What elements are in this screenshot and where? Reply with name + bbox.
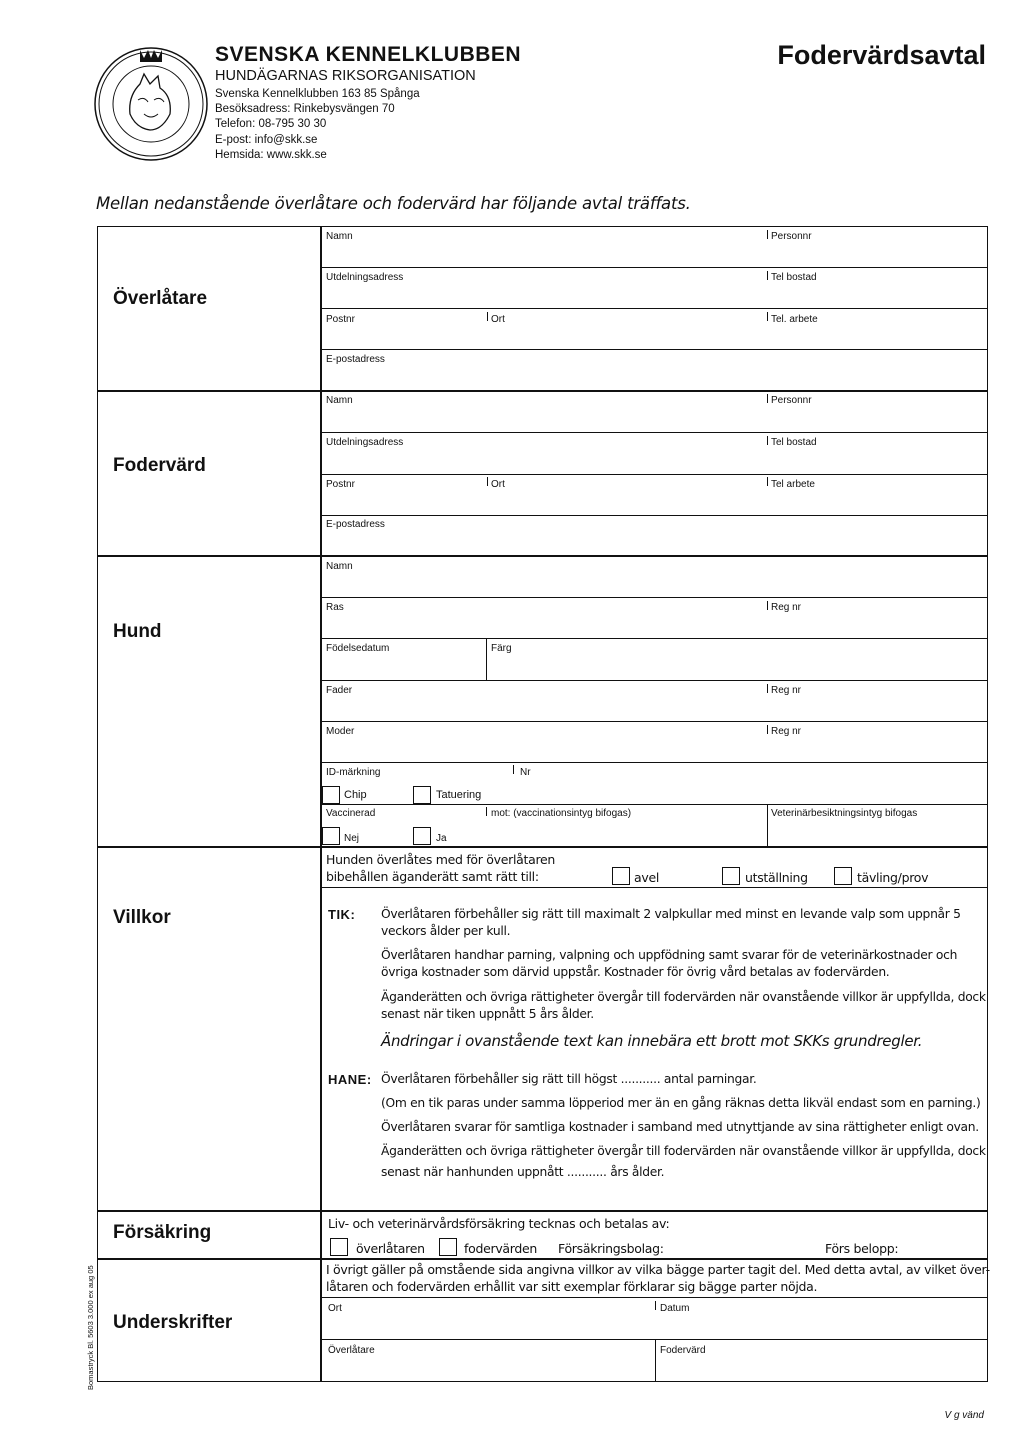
org-website: Hemsida: www.skk.se (215, 149, 327, 161)
tavling-checkbox[interactable] (834, 867, 852, 885)
row-line (320, 474, 988, 475)
villkor-intro-2: bibehållen äganderätt samt rätt till: (326, 869, 539, 884)
tik-clause-1b: veckors ålder per kull. (381, 924, 511, 938)
row-line (320, 597, 988, 598)
section-hund: Hund (113, 621, 162, 642)
vaccinerad-ja-checkbox[interactable] (413, 827, 431, 845)
row-line (320, 1339, 988, 1340)
org-email: E-post: info@skk.se (215, 134, 318, 146)
fodervard-tel-arbete-field[interactable]: Tel arbete (771, 479, 815, 490)
overlatare-epost-field[interactable]: E-postadress (326, 354, 385, 365)
tik-clause-2b: övriga kostnader som därvid uppstår. Kostnader för övrig vård betalas av fodervärden. (381, 965, 890, 979)
hane-clause-4a: Äganderätten och övriga rättigheter övergår till fodervärden när ovanstående villkor är uppfyllda, dock (381, 1144, 986, 1158)
org-subtitle: HUNDÄGARNAS RIKSORGANISATION (215, 68, 476, 84)
veterinarbesiktning-field[interactable]: Veterinärbesiktningsintyg bifogas (771, 808, 918, 819)
row-line (320, 762, 988, 763)
document-title: Fodervärdsavtal (777, 40, 986, 70)
section-villkor: Villkor (113, 907, 171, 928)
tik-clause-3b: senast när tiken uppnått 5 års ålder. (381, 1007, 594, 1021)
chip-label: Chip (344, 789, 367, 801)
row-line (320, 308, 988, 309)
section-divider (97, 555, 988, 557)
row-line (320, 804, 988, 805)
fodervard-ort-field[interactable]: Ort (491, 479, 505, 490)
hane-clause-1: Överlåtaren förbehåller sig rätt till högst ........... antal parningar. (381, 1072, 757, 1086)
section-fodervard: Fodervärd (113, 455, 206, 476)
vaccination-mot-field[interactable]: mot: (vaccinationsintyg bifogas) (491, 808, 632, 819)
overlatare-signature-field[interactable]: Överlåtare (328, 1345, 375, 1356)
tik-clause-1a: Överlåtaren förbehåller sig rätt till maximalt 2 valpkullar med minst en levande valp som uppnår 5 (381, 907, 961, 921)
underskrifter-text-2: låtaren och fodervärden erhållit var sitt exemplar förklarar sig bägge parter nöjda. (326, 1279, 818, 1294)
skk-logo (92, 44, 210, 162)
hund-moder-field[interactable]: Moder (326, 726, 355, 737)
avel-checkbox[interactable] (612, 867, 630, 885)
tatuering-checkbox[interactable] (413, 786, 431, 804)
org-name: SVENSKA KENNELKLUBBEN (215, 43, 522, 66)
hund-id-markning-label: ID-märkning (326, 767, 381, 778)
row-line (320, 721, 988, 722)
hane-clause-2: (Om en tik paras under samma löpperiod mer än en gång räknas detta likväl endast som en parning.) (381, 1096, 981, 1110)
tik-label: TIK: (328, 907, 356, 922)
hund-nr-field[interactable]: Nr (520, 767, 531, 778)
fodervard-personnr-field[interactable]: Personnr (771, 395, 812, 406)
section-divider (97, 1210, 988, 1212)
tik-clause-3a: Äganderätten och övriga rättigheter övergår till fodervärden när ovanstående villkor är uppfyllda, dock (381, 990, 986, 1004)
overlatare-namn-field[interactable]: Namn (326, 231, 353, 242)
fodervard-utdelningsadress-field[interactable]: Utdelningsadress (326, 437, 404, 448)
col-line (767, 804, 768, 846)
hund-ras-field[interactable]: Ras (326, 602, 344, 613)
overlatare-tel-arbete-field[interactable]: Tel. arbete (771, 314, 818, 325)
forsakring-text: Liv- och veterinärvårdsförsäkring tecknas och betalas av: (328, 1216, 670, 1231)
utstallning-checkbox[interactable] (722, 867, 740, 885)
forsakring-fodervarden-label: fodervärden (464, 1241, 538, 1256)
col-line (655, 1339, 656, 1382)
hund-fader-reg-nr-field[interactable]: Reg nr (771, 685, 802, 696)
vaccinerad-nej-label: Nej (344, 833, 360, 844)
org-visit-address: Besöksadress: Rinkebysvängen 70 (215, 103, 395, 115)
fodervard-namn-field[interactable]: Namn (326, 395, 353, 406)
hund-moder-reg-nr-field[interactable]: Reg nr (771, 726, 802, 737)
forsakringsbolag-field[interactable]: Försäkringsbolag: (558, 1241, 664, 1256)
underskrifter-text-1: I övrigt gäller på omstående sida angivna villkor av vilka bägge parter tagit del. Med detta avtal, av vilket över- (326, 1262, 990, 1277)
hane-clause-4b: senast när hanhunden uppnått ........... års ålder. (381, 1165, 665, 1179)
section-divider (97, 1258, 988, 1260)
fodervard-epost-field[interactable]: E-postadress (326, 519, 385, 530)
intro-text: Mellan nedanstående överlåtare och fodervärd har följande avtal träffats. (96, 194, 691, 213)
hund-farg-field[interactable]: Färg (491, 643, 512, 654)
row-line (320, 432, 988, 433)
row-line (320, 267, 988, 268)
row-line (320, 515, 988, 516)
row-line (320, 349, 988, 350)
section-overlatare: Överlåtare (113, 288, 208, 309)
avel-label: avel (634, 870, 660, 885)
row-line (320, 680, 988, 681)
datum-field[interactable]: Datum (660, 1303, 690, 1314)
col-line (486, 638, 487, 680)
utstallning-label: utställning (745, 870, 808, 885)
turn-over-note: V g vänd (944, 1410, 984, 1421)
org-phone: Telefon: 08-795 30 30 (215, 118, 327, 130)
tik-clause-2a: Överlåtaren handhar parning, valpning och uppfödning samt svarar för de veterinärkostnader och (381, 948, 958, 962)
row-line (320, 887, 988, 888)
print-note: Bomastryck Bl. 5603 3.000 ex aug 05 (86, 1265, 95, 1390)
vaccinerad-nej-checkbox[interactable] (322, 827, 340, 845)
row-line (320, 638, 988, 639)
overlatare-ort-field[interactable]: Ort (491, 314, 505, 325)
hund-namn-field[interactable]: Namn (326, 561, 353, 572)
overlatare-postnr-field[interactable]: Postnr (326, 314, 355, 325)
forsakring-overlataren-checkbox[interactable] (330, 1238, 348, 1256)
ort-field[interactable]: Ort (328, 1303, 342, 1314)
section-divider (97, 390, 988, 392)
hund-reg-nr-field[interactable]: Reg nr (771, 602, 802, 613)
fodervard-tel-bostad-field[interactable]: Tel bostad (771, 437, 817, 448)
tatuering-label: Tatuering (436, 789, 482, 801)
hane-clause-3: Överlåtaren svarar för samtliga kostnader i samband med utnyttjande av sina rättigheter enligt ovan. (381, 1120, 979, 1134)
vaccinerad-ja-label: Ja (436, 833, 447, 844)
chip-checkbox[interactable] (322, 786, 340, 804)
villkor-intro-1: Hunden överlåtes med för överlåtaren (326, 852, 556, 867)
fodervard-postnr-field[interactable]: Postnr (326, 479, 355, 490)
fors-belopp-field[interactable]: Förs belopp: (825, 1241, 899, 1256)
overlatare-personnr-field[interactable]: Personnr (771, 231, 812, 242)
section-forsakring: Försäkring (113, 1222, 212, 1243)
forsakring-fodervarden-checkbox[interactable] (439, 1238, 457, 1256)
overlatare-tel-bostad-field[interactable]: Tel bostad (771, 272, 817, 283)
forsakring-overlataren-label: överlåtaren (356, 1241, 425, 1256)
org-address: Svenska Kennelklubben 163 85 Spånga (215, 88, 420, 100)
hund-fader-field[interactable]: Fader (326, 685, 353, 696)
hane-label: HANE: (328, 1072, 372, 1087)
fodervard-signature-field[interactable]: Fodervärd (660, 1345, 706, 1356)
overlatare-utdelningsadress-field[interactable]: Utdelningsadress (326, 272, 404, 283)
hund-fodelsedatum-field[interactable]: Födelsedatum (326, 643, 390, 654)
grundregler-warning: Ändringar i ovanstående text kan innebära ett brott mot SKKs grundregler. (381, 1032, 923, 1050)
section-underskrifter: Underskrifter (113, 1312, 233, 1333)
vaccinerad-label: Vaccinerad (326, 808, 376, 819)
row-line (320, 1297, 988, 1298)
section-divider (97, 846, 988, 848)
tavling-label: tävling/prov (857, 870, 929, 885)
